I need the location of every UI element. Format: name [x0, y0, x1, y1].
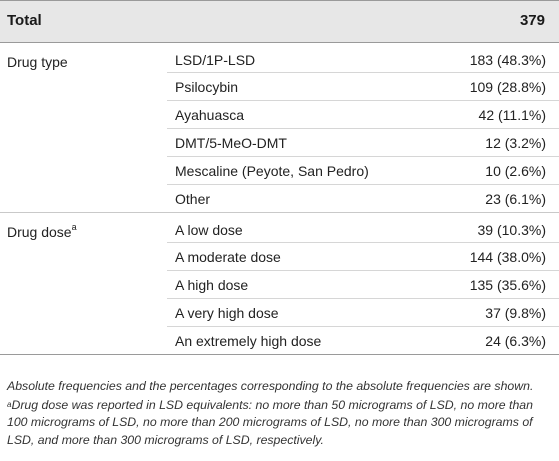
group-label-drug-type: Drug type [7, 54, 68, 70]
row-value: 10 (2.6%) [485, 163, 546, 179]
table-row [167, 271, 559, 299]
table-row [167, 327, 559, 354]
row-category: Other [175, 191, 211, 207]
row-value: 135 (35.6%) [469, 277, 546, 293]
header-total-label: Total [7, 12, 42, 29]
table-row [167, 101, 559, 129]
row-value: 39 (10.3%) [477, 222, 546, 238]
row-value: 23 (6.1%) [485, 191, 546, 207]
group-drug-dose [0, 213, 559, 355]
row-category: Mescaline (Peyote, San Pedro) [175, 163, 369, 179]
table-row [167, 129, 559, 157]
row-category: A high dose [175, 277, 249, 293]
row-value: 109 (28.8%) [469, 79, 546, 95]
table-row [167, 73, 559, 101]
row-category: DMT/5-MeO-DMT [175, 135, 287, 151]
row-value: 144 (38.0%) [469, 249, 546, 265]
table-row [167, 43, 559, 73]
group-label-drug-dose: Drug dose$^a$ [7, 222, 77, 240]
table-row [167, 243, 559, 271]
footnote-marker: a [71, 222, 77, 232]
table-note-main: Absolute frequencies and the percentages corresponding to the absolute frequencies are shown. [7, 379, 534, 393]
row-value: 183 (48.3%) [469, 52, 546, 68]
row-category: LSD/1P-LSD [175, 52, 256, 68]
group-drug-type [0, 43, 559, 213]
table-footnote [7, 397, 555, 450]
row-category: Psilocybin [175, 79, 239, 95]
row-category: A low dose [175, 222, 243, 238]
row-value: 42 (11.1%) [478, 107, 546, 123]
footnote-marker: a [7, 399, 12, 409]
row-category: A moderate dose [175, 249, 281, 265]
table-row [167, 213, 559, 243]
row-value: 12 (3.2%) [485, 135, 546, 151]
table-notes [7, 378, 555, 449]
table-row [167, 299, 559, 327]
table-header-row [0, 0, 559, 43]
footnote-text: Drug dose was reported in LSD equivalents: no more than 50 micrograms of LSD, no more than 100 micrograms of LSD, no more than 200 micrograms of LSD, no more than 300 micrograms of LSD, and more than 300 micrograms of LSD, respectively. [7, 397, 533, 447]
row-value: 37 (9.8%) [485, 305, 546, 321]
row-category: A very high dose [175, 305, 279, 321]
table-row [167, 185, 559, 212]
header-total-value: 379 [519, 12, 545, 29]
row-category: An extremely high dose [175, 333, 322, 349]
row-value: 24 (6.3%) [485, 333, 546, 349]
row-category: Ayahuasca [175, 107, 245, 123]
table-row [167, 157, 559, 185]
